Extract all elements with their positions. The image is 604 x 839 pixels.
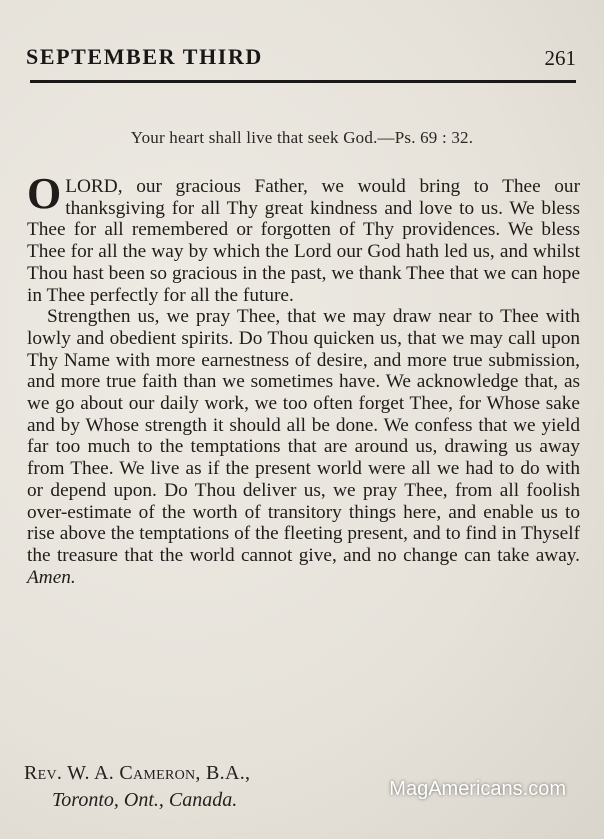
scripture-epigraph: Your heart shall live that seek God.—Ps. 69 : 32. [130, 128, 474, 147]
page-header [26, 44, 578, 74]
page-title: SEPTEMBER THIRD [26, 44, 263, 69]
author-name [24, 762, 250, 785]
author-name-text: Rev. W. A. Cameron, B.A., [24, 762, 251, 784]
author-location: Toronto, Ont., Canada. [52, 789, 238, 811]
prayer-paragraph-1 [27, 169, 580, 306]
watermark: MagAmericans.com [389, 778, 566, 800]
prayer-paragraph-2 [27, 306, 580, 588]
paragraph-2-text: Strengthen us, we pray Thee, that we may draw near to Thee with lowly and obedient spirits. Do Thou quicken us, that we may call upon Thy Name with more earnestness of desire, and more true submission, and more true faith than we sometimes have. We acknowledge that, as we go about our daily work, we too often forget Thee, for Whose sake and by Whose strength it should all be done. We confess that we yield far too much to the temptations that are around us, drawing us away from Thee. We live as if the present world were all we had to do with or depend upon. Do Thou deliver us, we pray Thee, from all foolish over-estimate of the worth of transitory things here, and enable us to rise above the temptations of the fleeting present, and to find in Thyself the treasure that the world cannot give, and no change can take away. [27, 306, 580, 566]
header-rule [30, 80, 576, 83]
amen: Amen. [27, 566, 76, 588]
drop-cap: O [27, 169, 62, 218]
page-number: 261 [544, 46, 576, 70]
paragraph-1-text: LORD, our gracious Father, we would bring to Thee our thanksgiving for all Thy great kindness and love to us. We bless Thee for all remembered or forgotten of Thy providences. We bless Thee for all the way by which the Lord our God hath led us, and whilst Thou hast been so gracious in the past, we thank Thee that we can hope in Thee perfectly for all the future. [27, 176, 580, 306]
prayer-text [27, 169, 580, 588]
